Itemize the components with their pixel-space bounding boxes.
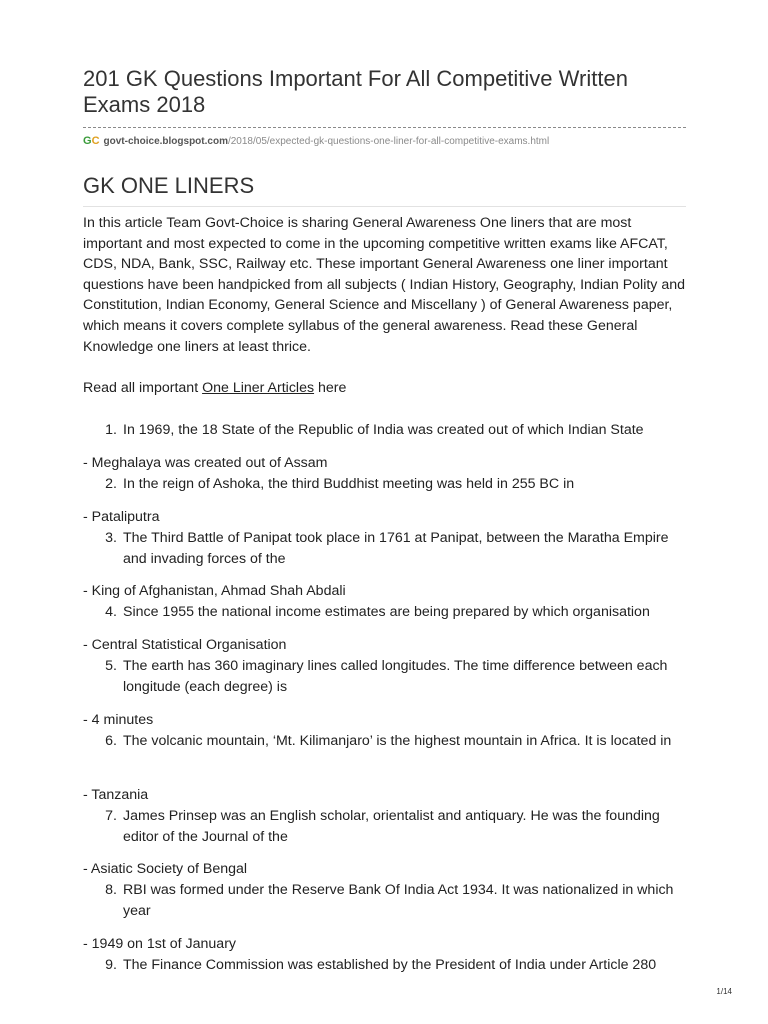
question-number: 7. — [105, 808, 117, 824]
answer-text: - King of Afghanistan, Ahmad Shah Abdali — [83, 583, 346, 599]
answer-text: - Asiatic Society of Bengal — [83, 861, 248, 877]
answer-text: - Tanzania — [83, 787, 149, 803]
question-text: James Prinsep was an English scholar, orientalist and antiquary. He was the founding editor of the Journal of the — [123, 808, 660, 845]
source-domain: govt-choice.blogspot.com — [103, 136, 228, 147]
section-heading: GK ONE LINERS — [83, 173, 255, 198]
question-number: 5. — [105, 658, 117, 674]
answer-text: - Central Statistical Organisation — [83, 637, 287, 653]
question-number: 4. — [105, 604, 117, 620]
question-item — [83, 806, 686, 848]
read-all-suffix: here — [314, 380, 347, 396]
read-all-line — [83, 378, 346, 398]
question-item — [83, 656, 686, 698]
answer-text: - Pataliputra — [83, 509, 160, 525]
question-text: The earth has 360 imaginary lines called longitudes. The time difference between each longitude (each degree) is — [123, 658, 668, 695]
question-text: Since 1955 the national income estimates are being prepared by which organisation — [123, 604, 650, 620]
question-item — [83, 602, 686, 623]
question-item — [83, 731, 686, 752]
question-text: In the reign of Ashoka, the third Buddhist meeting was held in 255 BC in — [123, 476, 575, 492]
site-logo-icon: G — [83, 135, 92, 147]
title-divider — [83, 127, 686, 128]
one-liner-articles-link[interactable]: One Liner Articles — [202, 380, 315, 396]
answer-text: - 4 minutes — [83, 712, 154, 728]
site-logo-icon-c: C — [91, 135, 100, 147]
question-item — [83, 420, 686, 441]
read-all-prefix: Read all important — [83, 380, 203, 396]
question-item — [83, 955, 686, 976]
question-number: 8. — [105, 882, 117, 898]
page-number: 1/14 — [716, 987, 732, 996]
question-number: 9. — [105, 957, 117, 973]
question-number: 6. — [105, 733, 117, 749]
question-item — [83, 474, 686, 495]
question-number: 3. — [105, 530, 117, 546]
answer-text: - 1949 on 1st of January — [83, 936, 237, 952]
question-number: 2. — [105, 476, 117, 492]
question-text: The Finance Commission was established by the President of India under Article 280 — [123, 957, 657, 973]
question-text: In 1969, the 18 State of the Republic of India was created out of which Indian State — [123, 422, 644, 438]
page-title: 201 GK Questions Important For All Competitive Written Exams 2018 — [83, 66, 628, 117]
source-url[interactable] — [83, 134, 549, 149]
source-path: /2018/05/expected-gk-questions-one-liner-for-all-competitive-exams.html — [227, 136, 550, 147]
answer-text: - Meghalaya was created out of Assam — [83, 455, 328, 471]
question-text: The volcanic mountain, ‘Mt. Kilimanjaro’ is the highest mountain in Africa. It is located in — [123, 733, 672, 749]
heading-rule — [83, 206, 686, 207]
question-text: RBI was formed under the Reserve Bank Of India Act 1934. It was nationalized in which year — [123, 882, 674, 919]
question-text: The Third Battle of Panipat took place in 1761 at Panipat, between the Maratha Empire and invading forces of the — [123, 530, 669, 567]
intro-paragraph: In this article Team Govt-Choice is sharing General Awareness One liners that are most important and most expected to come in the upcoming competitive written exams like AFCAT, CDS, NDA, Bank, SSC, Railway etc. These important General Awareness one liner important questions have been handpicked from all subjects ( Indian History, Geography, Indian Polity and Constitution, Indian Economy, General Science and Miscellany ) of General Awareness paper, which means it covers complete syllabus of the general awareness. Read these General Knowledge one liners at least thrice. — [83, 215, 686, 355]
question-number: 1. — [105, 422, 117, 438]
question-item — [83, 880, 686, 922]
question-item — [83, 528, 686, 570]
